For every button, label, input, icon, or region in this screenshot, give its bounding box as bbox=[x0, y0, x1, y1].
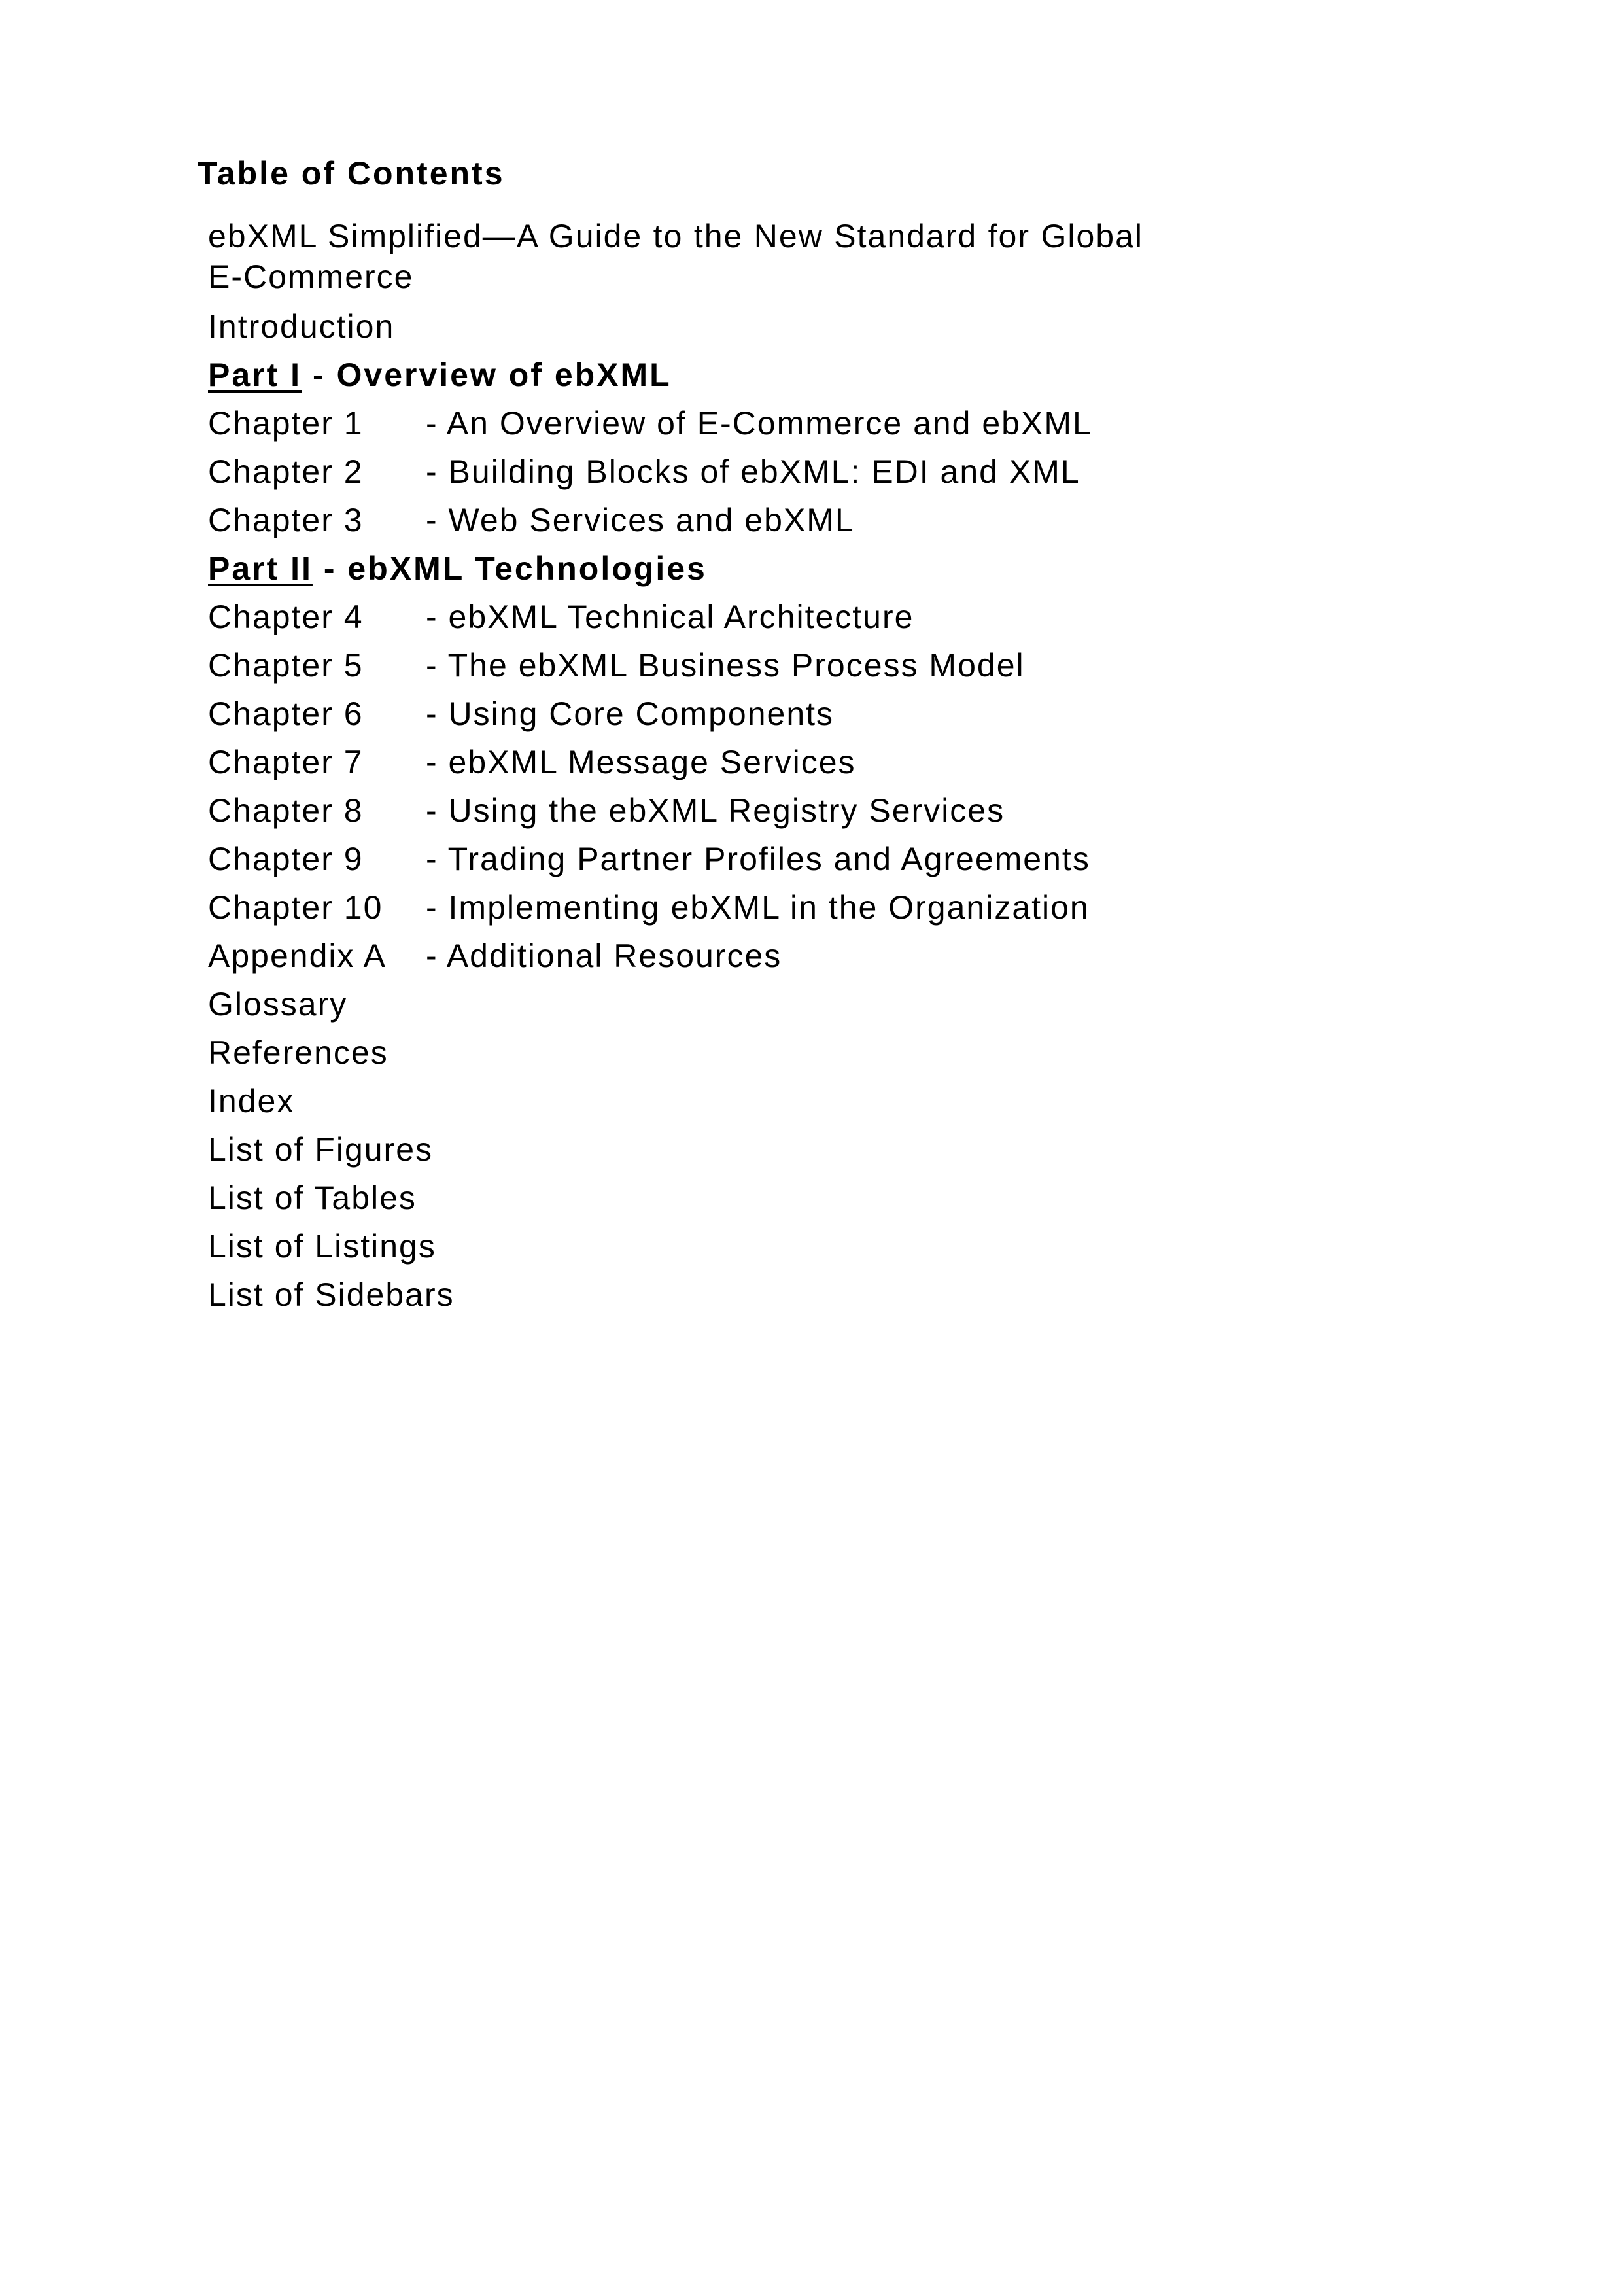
chapter-number: Chapter 6 bbox=[208, 695, 364, 732]
toc-list bbox=[208, 216, 1143, 1319]
toc-entry-chapter-7[interactable] bbox=[208, 738, 1143, 786]
chapter-number: Chapter 9 bbox=[208, 841, 364, 877]
chapter-title: - Additional Resources bbox=[426, 937, 782, 974]
chapter-number: Chapter 1 bbox=[208, 405, 364, 442]
toc-heading: Table of Contents bbox=[198, 155, 505, 192]
toc-entry-chapter-4[interactable] bbox=[208, 593, 1143, 641]
chapter-number: Chapter 4 bbox=[208, 599, 364, 635]
chapter-title: - Web Services and ebXML bbox=[426, 502, 855, 538]
toc-entry-chapter-8[interactable] bbox=[208, 786, 1143, 835]
toc-part-2 bbox=[208, 544, 1143, 593]
toc-entry-chapter-1[interactable] bbox=[208, 399, 1143, 447]
chapter-title: - An Overview of E-Commerce and ebXML bbox=[426, 405, 1092, 442]
toc-entry-chapter-9[interactable] bbox=[208, 835, 1143, 883]
toc-entry-chapter-6[interactable] bbox=[208, 690, 1143, 738]
chapter-title: - ebXML Message Services bbox=[426, 744, 856, 780]
toc-entry-chapter-5[interactable] bbox=[208, 641, 1143, 690]
toc-entry-index[interactable]: Index bbox=[208, 1083, 295, 1119]
chapter-number: Chapter 7 bbox=[208, 744, 364, 780]
toc-entry-list-of-figures[interactable]: List of Figures bbox=[208, 1131, 434, 1168]
toc-entry-list-of-tables[interactable]: List of Tables bbox=[208, 1180, 417, 1216]
chapter-title: - Using the ebXML Registry Services bbox=[426, 792, 1005, 829]
chapter-title: - The ebXML Business Process Model bbox=[426, 647, 1025, 684]
chapter-title: - Using Core Components bbox=[426, 695, 835, 732]
chapter-number: Chapter 10 bbox=[208, 889, 383, 926]
chapter-title: - ebXML Technical Architecture bbox=[426, 599, 914, 635]
part-1-link[interactable]: Part I bbox=[208, 357, 302, 393]
chapter-title: - Trading Partner Profiles and Agreements bbox=[426, 841, 1090, 877]
toc-entry-chapter-10[interactable] bbox=[208, 883, 1143, 932]
toc-entry-appendix-a[interactable] bbox=[208, 932, 1143, 980]
chapter-title: - Implementing ebXML in the Organization bbox=[426, 889, 1090, 926]
toc-part-1 bbox=[208, 351, 1143, 399]
chapter-number: Chapter 8 bbox=[208, 792, 364, 829]
part-1-title: - Overview of ebXML bbox=[302, 357, 672, 393]
toc-entry-list-of-sidebars[interactable]: List of Sidebars bbox=[208, 1276, 455, 1313]
toc-entry-list-of-listings[interactable]: List of Listings bbox=[208, 1228, 436, 1265]
part-2-title: - ebXML Technologies bbox=[312, 550, 707, 587]
toc-entry-chapter-2[interactable] bbox=[208, 447, 1143, 496]
toc-entry-book-title[interactable]: ebXML Simplified—A Guide to the New Standard for Global E-Commerce bbox=[208, 218, 1143, 295]
chapter-title: - Building Blocks of ebXML: EDI and XML bbox=[426, 453, 1080, 490]
part-2-link[interactable]: Part II bbox=[208, 550, 313, 587]
chapter-number: Chapter 2 bbox=[208, 453, 364, 490]
chapter-number: Chapter 3 bbox=[208, 502, 364, 538]
toc-entry-glossary[interactable]: Glossary bbox=[208, 986, 348, 1023]
toc-entry-references[interactable]: References bbox=[208, 1034, 389, 1071]
toc-entry-chapter-3[interactable] bbox=[208, 496, 1143, 544]
chapter-number: Chapter 5 bbox=[208, 647, 364, 684]
chapter-number: Appendix A bbox=[208, 937, 387, 974]
toc-entry-introduction[interactable]: Introduction bbox=[208, 308, 395, 345]
